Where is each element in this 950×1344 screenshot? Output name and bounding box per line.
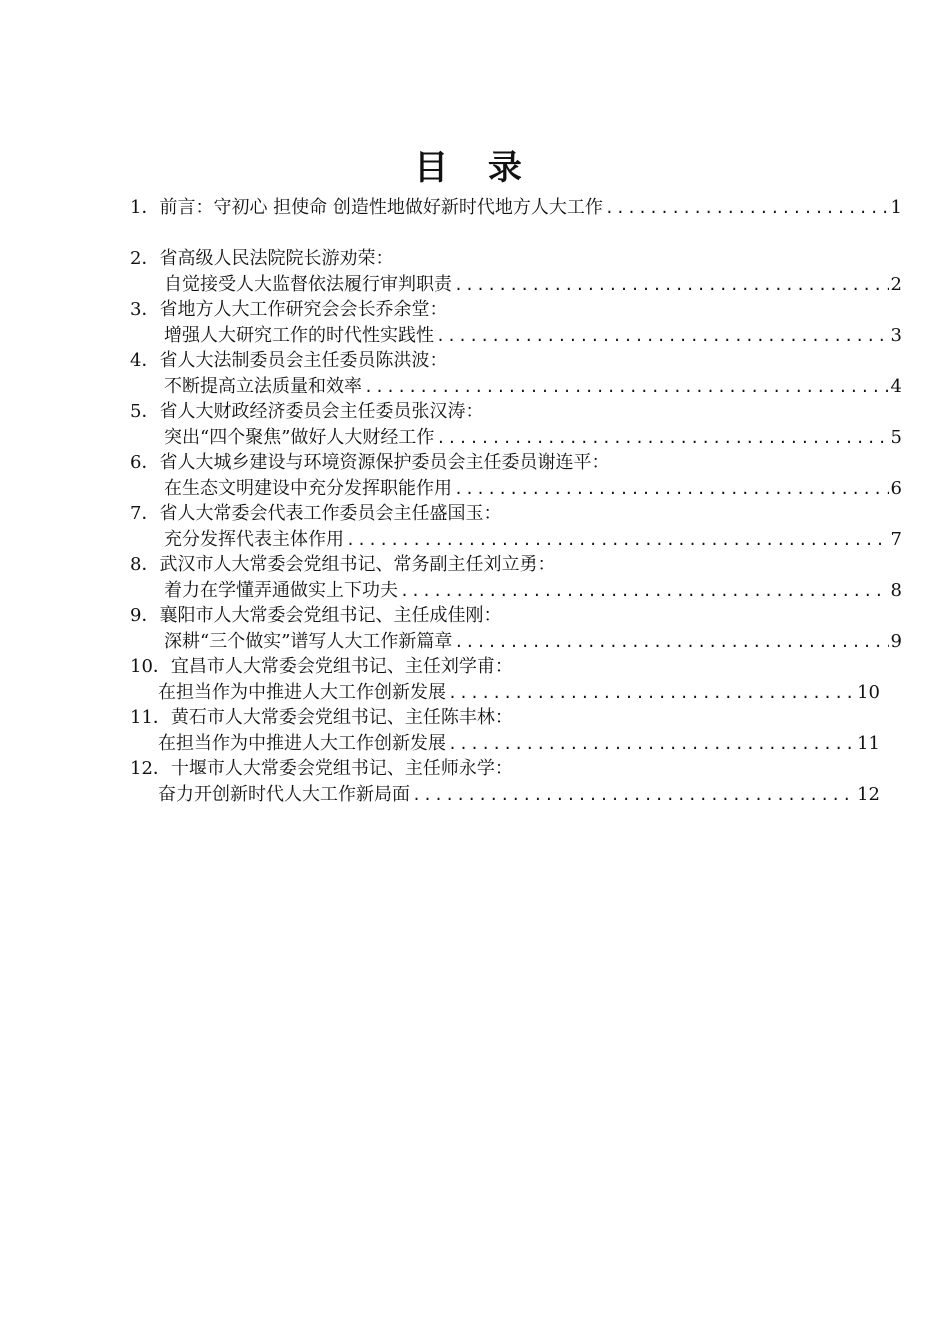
dot-leader [454, 477, 889, 503]
toc-entry-heading [130, 603, 902, 629]
dot-leader [436, 426, 888, 452]
toc-entry[interactable] [130, 348, 902, 399]
toc-entry[interactable] [130, 450, 902, 501]
toc-entry-author: 7．省人大常委会代表工作委员会主任盛国玉： [130, 503, 502, 524]
toc-entry[interactable] [130, 297, 902, 348]
toc-entry-author: 9．襄阳市人大常委会党组书记、主任成佳刚： [130, 605, 502, 626]
dot-leader [436, 324, 889, 350]
toc-entry-heading [130, 450, 902, 476]
toc-entry-heading [130, 552, 902, 578]
toc-entry-title: 深耕“三个做实”谱写人大工作新篇章 [164, 630, 453, 652]
toc-entry[interactable] [130, 501, 902, 552]
toc-entry-title: 在担当作为中推进人大工作创新发展 [158, 681, 446, 703]
toc-page-number: 10 [857, 681, 880, 703]
toc-entry-heading [130, 705, 880, 731]
toc-entry-title: 在生态文明建设中充分发挥职能作用 [164, 477, 452, 499]
toc-entry-line [130, 578, 902, 604]
toc-entry-author: 5．省人大财政经济委员会主任委员张汉涛： [130, 401, 484, 422]
toc-page-number: 11 [857, 732, 880, 754]
toc-entry-author: 6．省人大城乡建设与环境资源保护委员会主任委员谢连平： [130, 452, 610, 473]
toc-entry-title: 突出“四个聚焦”做好人大财经工作 [164, 426, 435, 448]
toc-entry-heading [130, 348, 902, 374]
toc-entry-author: 8．武汉市人大常委会党组书记、常务副主任刘立勇： [130, 554, 556, 575]
toc-entry[interactable] [130, 603, 902, 654]
toc-entry-author: 12．十堰市人大常委会党组书记、主任师永学： [130, 758, 513, 779]
toc-entry[interactable] [130, 399, 902, 450]
dot-leader [412, 783, 855, 809]
toc-entry-heading [130, 501, 902, 527]
toc-entry-title: 奋力开创新时代人大工作新局面 [158, 783, 410, 805]
toc-entry-line [130, 476, 902, 502]
toc-entry-heading [130, 297, 902, 323]
toc-page-number: 6 [890, 477, 902, 499]
toc-page-number: 1 [890, 197, 902, 218]
toc-page-number: 4 [890, 375, 902, 397]
toc-page-number: 2 [890, 273, 902, 295]
toc-entry-title: 着力在学懂弄通做实上下功夫 [164, 579, 398, 601]
dot-leader [448, 732, 855, 758]
toc-entry-line [130, 680, 880, 706]
toc-entry[interactable] [130, 552, 902, 603]
toc-entry-line [130, 374, 902, 400]
toc-entry[interactable] [130, 195, 902, 246]
toc-entry-title: 充分发挥代表主体作用 [164, 528, 344, 550]
toc-entry[interactable] [130, 705, 902, 756]
dot-leader [400, 579, 889, 605]
dot-leader [454, 630, 888, 656]
toc-entry-heading [130, 246, 902, 272]
toc-entry-title: 自觉接受人大监督依法履行审判职责 [164, 273, 452, 295]
toc-page-number: 8 [890, 579, 902, 601]
toc-entry-heading [130, 399, 902, 425]
toc-entry-line [130, 272, 902, 298]
toc-entry-line [130, 195, 902, 221]
dot-leader [364, 375, 889, 401]
dot-leader [346, 528, 889, 554]
toc-title: 目 录 [414, 148, 536, 188]
toc-page-number: 5 [890, 426, 902, 448]
toc-entry-heading [130, 756, 880, 782]
toc-entry-title: 在担当作为中推进人大工作创新发展 [158, 732, 446, 754]
toc-entry-line [130, 323, 902, 349]
toc-page-number: 7 [890, 528, 902, 550]
toc-page-number: 12 [857, 783, 880, 805]
toc-page-number: 3 [890, 324, 902, 346]
toc-entry-author: 4．省人大法制委员会主任委员陈洪波： [130, 350, 448, 371]
toc-entry-title: 增强人大研究工作的时代性实践性 [164, 324, 434, 346]
toc-entry[interactable] [130, 756, 902, 807]
toc-entry-heading [130, 654, 880, 680]
toc-entry[interactable] [130, 246, 902, 297]
toc-entry-author: 2．省高级人民法院院长游劝荣： [130, 248, 394, 269]
dot-leader [605, 196, 889, 222]
dot-leader [448, 681, 855, 707]
toc-entry-line [130, 629, 902, 655]
toc-entry[interactable] [130, 654, 902, 705]
toc-entry-author: 10．宜昌市人大常委会党组书记、主任刘学甫： [130, 656, 513, 677]
toc-entry-title: 不断提高立法质量和效率 [164, 375, 362, 397]
toc-entry-author: 3．省地方人大工作研究会会长乔余堂： [130, 299, 448, 320]
toc-list [130, 195, 902, 807]
toc-entry-line [130, 782, 880, 808]
toc-entry-title: 1．前言：守初心 担使命 创造性地做好新时代地方人大工作 [130, 197, 603, 218]
toc-entry-author: 11．黄石市人大常委会党组书记、主任陈丰林： [130, 707, 513, 728]
toc-entry-line [130, 731, 880, 757]
toc-entry-line [130, 527, 902, 553]
toc-page-number: 9 [890, 630, 902, 652]
dot-leader [454, 273, 889, 299]
toc-entry-line [130, 425, 902, 451]
